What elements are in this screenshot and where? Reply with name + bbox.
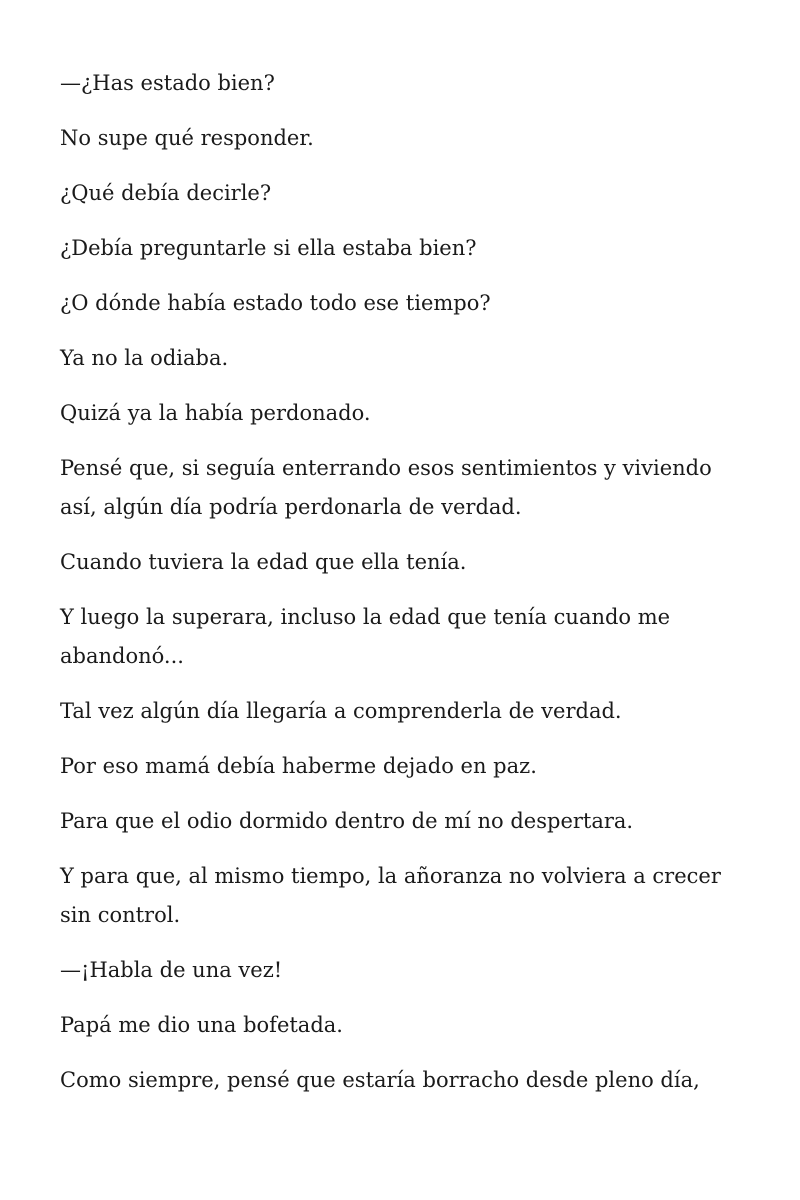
paragraph: Cuando tuviera la edad que ella tenía. xyxy=(60,550,467,574)
paragraph: Y para que, al mismo tiempo, la añoranza no volviera a crecer sin control. xyxy=(60,864,721,927)
paragraph: Quizá ya la había perdonado. xyxy=(60,401,371,425)
paragraph: ¿Qué debía decirle? xyxy=(60,181,272,205)
paragraph: Ya no la odiaba. xyxy=(60,346,229,370)
paragraph: Y luego la superara, incluso la edad que tenía cuando me abandonó... xyxy=(60,605,671,668)
paragraph: Por eso mamá debía haberme dejado en paz. xyxy=(60,754,537,778)
paragraph: Para que el odio dormido dentro de mí no despertara. xyxy=(60,809,634,833)
paragraph: ¿Debía preguntarle si ella estaba bien? xyxy=(60,236,477,260)
paragraph: —¡Habla de una vez! xyxy=(60,958,283,982)
paragraph: No supe qué responder. xyxy=(60,126,314,150)
paragraph: Como siempre, pensé que estaría borracho desde pleno día, xyxy=(60,1068,700,1092)
paragraph: Papá me dio una bofetada. xyxy=(60,1013,343,1037)
paragraph: ¿O dónde había estado todo ese tiempo? xyxy=(60,291,491,315)
paragraph: Pensé que, si seguía enterrando esos sentimientos y viviendo así, algún día podría perdonarla de verdad. xyxy=(60,456,712,519)
paragraph: Tal vez algún día llegaría a comprenderla de verdad. xyxy=(60,699,622,723)
paragraph: —¿Has estado bien? xyxy=(60,71,275,95)
